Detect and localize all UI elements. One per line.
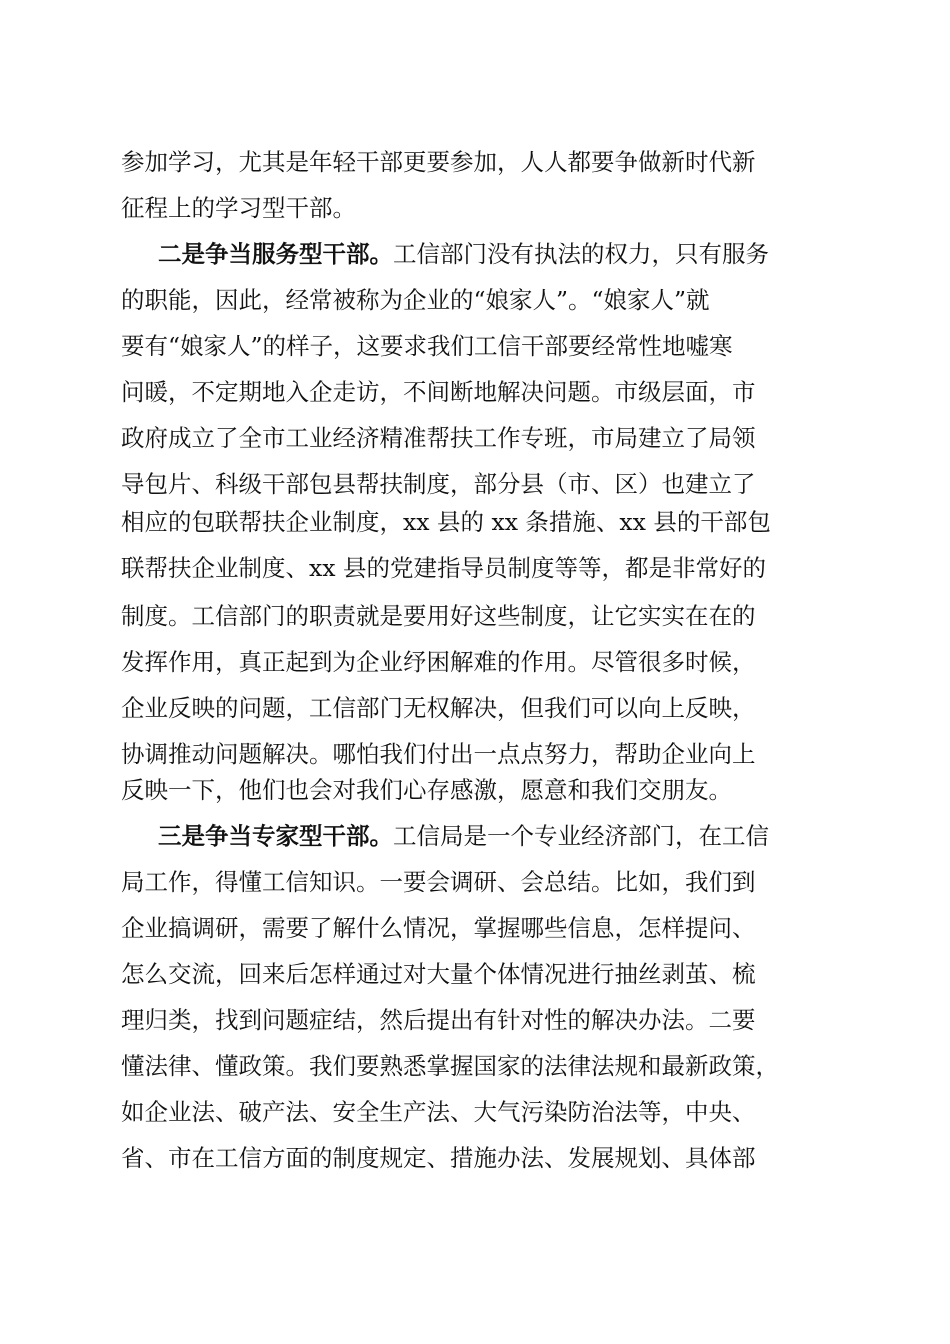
text-line: 征程上的学习型干部。: [121, 194, 356, 222]
text-line: 要有“娘家人”的样子，这要求我们工信干部要经常性地嘘寒: [121, 332, 733, 360]
text-line: 反映一下，他们也会对我们心存感激，愿意和我们交朋友。: [121, 776, 732, 804]
text-line: 发挥作用，真正起到为企业纾困解难的作用。尽管很多时候，: [121, 648, 756, 676]
paragraph-first-line: [158, 234, 769, 274]
text-line: 导包片、科级干部包县帮扶制度，部分县（市、区）也建立了: [121, 470, 756, 498]
paragraph-first-line: [158, 816, 769, 856]
text-line: 懂法律、懂政策。我们要熟悉掌握国家的法律法规和最新政策，: [121, 1052, 779, 1080]
text-line: 省、市在工信方面的制度规定、措施办法、发展规划、具体部: [121, 1144, 756, 1172]
paragraph-lead-bold: 二是争当服务型干部。: [158, 240, 393, 268]
text-line: 制度。工信部门的职责就是要用好这些制度，让它实实在在的: [121, 602, 756, 630]
text-line: 联帮扶企业制度、xx 县的党建指导员制度等等，都是非常好的: [121, 554, 766, 582]
text-line: 理归类，找到问题症结，然后提出有针对性的解决办法。二要: [121, 1006, 756, 1034]
text-line: 的职能，因此，经常被称为企业的“娘家人”。“娘家人”就: [121, 286, 710, 314]
text-line: 局工作，得懂工信知识。一要会调研、会总结。比如，我们到: [121, 868, 756, 896]
text-line: 相应的包联帮扶企业制度，xx 县的 xx 条措施、xx 县的干部包: [121, 508, 771, 536]
text-line: 企业反映的问题，工信部门无权解决，但我们可以向上反映，: [121, 694, 756, 722]
text-line: 怎么交流，回来后怎样通过对大量个体情况进行抽丝剥茧、梳: [121, 960, 756, 988]
paragraph-lead-text: 工信部门没有执法的权力，只有服务: [393, 240, 769, 268]
paragraph-lead-bold: 三是争当专家型干部。: [158, 822, 393, 850]
text-line: 如企业法、破产法、安全生产法、大气污染防治法等，中央、: [121, 1098, 756, 1126]
paragraph-lead-text: 工信局是一个专业经济部门，在工信: [393, 822, 769, 850]
text-line: 政府成立了全市工业经济精准帮扶工作专班，市局建立了局领: [121, 424, 756, 452]
text-line: 参加学习，尤其是年轻干部更要参加，人人都要争做新时代新: [121, 148, 756, 176]
text-line: 协调推动问题解决。哪怕我们付出一点点努力，帮助企业向上: [121, 740, 756, 768]
text-line: 企业搞调研，需要了解什么情况，掌握哪些信息，怎样提问、: [121, 914, 756, 942]
text-line: 问暖，不定期地入企走访，不间断地解决问题。市级层面，市: [121, 378, 756, 406]
